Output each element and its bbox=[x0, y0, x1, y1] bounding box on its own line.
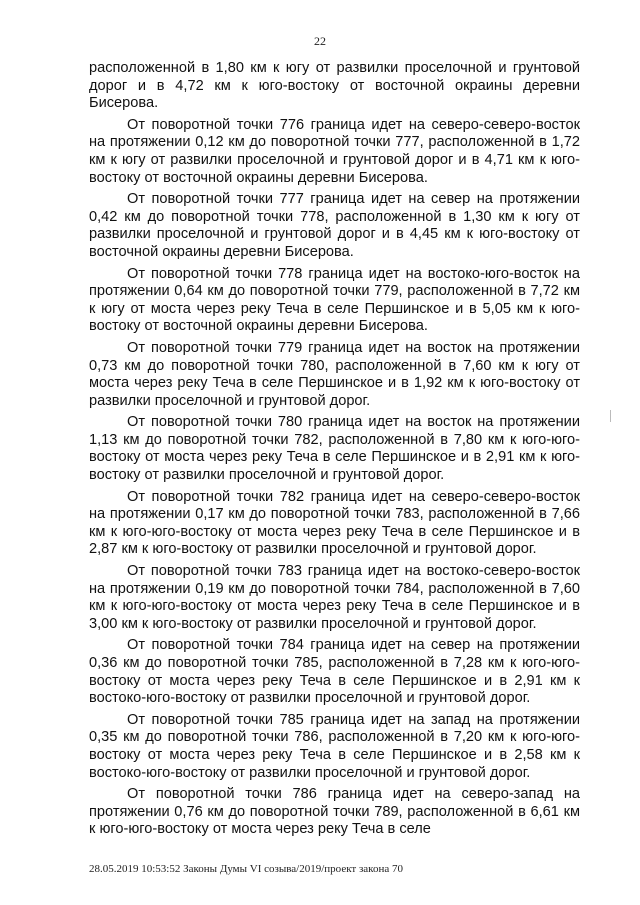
paragraph: От поворотной точки 777 граница идет на север на протяжении 0,42 км до поворотной точки 778, расположенной в 1,30 км к югу от развилки проселочной и грунтовой дорог и в 4,45 км к юго-востоку от восточной окраины деревни Бисерова. bbox=[89, 191, 580, 260]
scan-artifact bbox=[610, 410, 611, 422]
paragraph: расположенной в 1,80 км к югу от развилки проселочной и грунтовой дорог и в 4,72 км к юго-востоку от восточной окраины деревни Бисерова. bbox=[89, 60, 580, 112]
paragraph: От поворотной точки 783 граница идет на востоко-северо-восток на протяжении 0,19 км до поворотной точки 784, расположенной в 7,60 км к юго-юго-востоку от моста через реку Теча в селе Першинское и в 3,00 км к юго-востоку от развилки проселочной и грунтовой дорог. bbox=[89, 563, 580, 632]
page-number: 22 bbox=[314, 34, 326, 48]
paragraph: От поворотной точки 779 граница идет на восток на протяжении 0,73 км до поворотной точки 780, расположенной в 7,60 км к югу от моста через реку Теча в селе Першинское и в 1,92 км к юго-востоку от развилки проселочной и грунтовой дорог. bbox=[89, 339, 580, 409]
paragraph: От поворотной точки 782 граница идет на северо-северо-восток на протяжении 0,17 км до поворотной точки 783, расположенной в 7,66 км к юго-юго-востоку от моста через реку Теча в селе Першинское и в 2,87 км к юго-востоку от развилки проселочной и грунтовой дорог. bbox=[89, 488, 580, 558]
paragraph: От поворотной точки 776 граница идет на северо-северо-восток на протяжении 0,12 км до поворотной точки 777, расположенной в 1,72 км к югу от развилки проселочной и грунтовой дорог и в 4,71 км к юго-востоку от восточной окраины деревни Бисерова. bbox=[89, 116, 580, 186]
document-body bbox=[89, 60, 580, 843]
paragraph: От поворотной точки 785 граница идет на запад на протяжении 0,35 км до поворотной точки 786, расположенной в 7,20 км к юго-юго-востоку от моста через реку Теча в селе Першинское и в 2,58 км к востоко-юго-востоку от развилки проселочной и грунтовой дорог. bbox=[89, 711, 580, 781]
paragraph: От поворотной точки 778 граница идет на востоко-юго-восток на протяжении 0,64 км до поворотной точки 779, расположенной в 7,72 км к югу от моста через реку Теча в селе Першинское и в 5,05 км к юго-востоку от восточной окраины деревни Бисерова. bbox=[89, 265, 580, 335]
paragraph: От поворотной точки 780 граница идет на восток на протяжении 1,13 км до поворотной точки 782, расположенной в 7,80 км к юго-юго-востоку от моста через реку Теча в селе Першинское и в 2,91 км к юго-востоку от развилки проселочной и грунтовой дорог. bbox=[89, 414, 580, 484]
document-footer: 28.05.2019 10:53:52 Законы Думы VI созыва/2019/проект закона 70 bbox=[89, 863, 403, 875]
paragraph: От поворотной точки 784 граница идет на север на протяжении 0,36 км до поворотной точки 785, расположенной в 7,28 км к юго-юго-востоку от моста через реку Теча в селе Першинское и в 2,91 км к востоко-юго-востоку от развилки проселочной и грунтовой дорог. bbox=[89, 637, 580, 707]
paragraph: От поворотной точки 786 граница идет на северо-запад на протяжении 0,76 км до поворотной точки 789, расположенной в 6,61 км к юго-юго-востоку от моста через реку Теча в селе bbox=[89, 786, 580, 838]
